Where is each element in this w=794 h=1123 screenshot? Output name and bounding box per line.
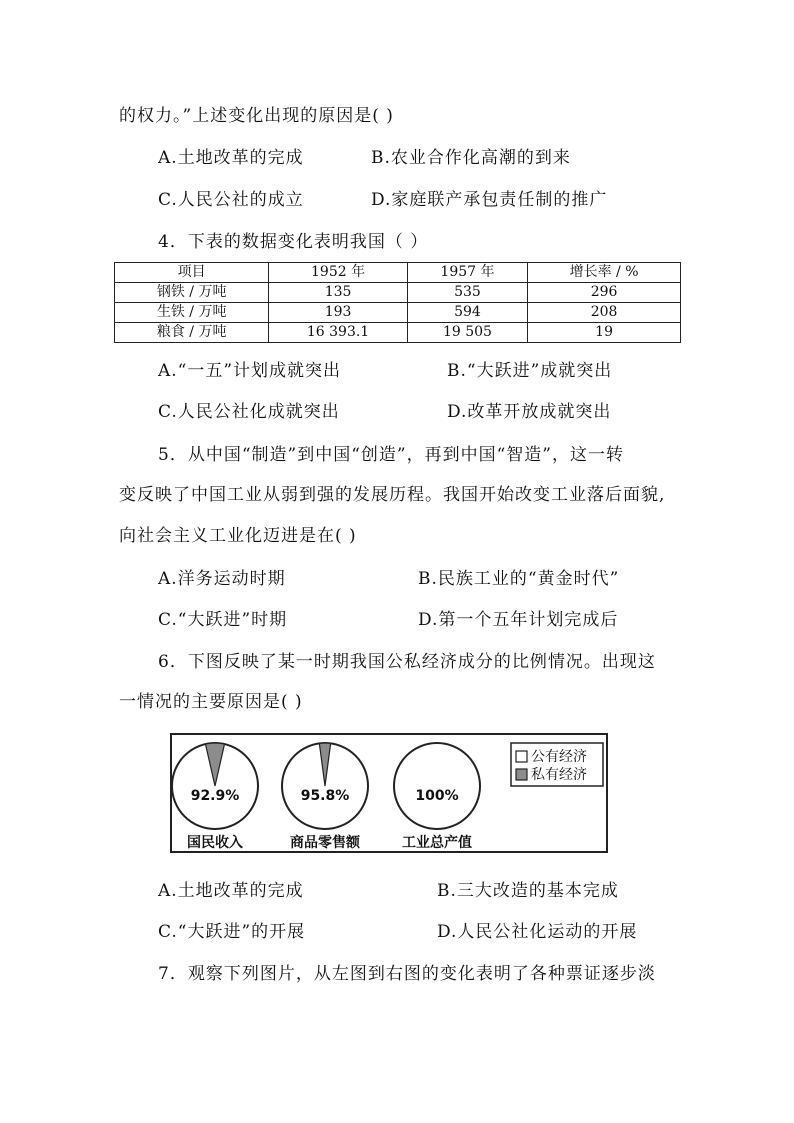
question-4-stem: 4．下表的数据变化表明我国（ ） [158, 232, 429, 252]
table-header-cell: 项目 [115, 263, 269, 283]
question-6-line-2: 一情况的主要原因是( ) [119, 692, 303, 712]
pie-2-value-label: 95.8% [300, 788, 350, 804]
q6-option-d[interactable]: D.人民公社化运动的开展 [437, 922, 638, 942]
table-cell: 193 [269, 303, 407, 323]
legend-swatch-private [516, 769, 527, 780]
pie-3-value-label: 100% [415, 788, 459, 804]
pie-1-category-label: 国民收入 [187, 835, 243, 851]
pie-3-category-label: 工业总产值 [402, 835, 472, 851]
table-header-cell: 增长率 / % [528, 263, 681, 283]
q5-option-d[interactable]: D.第一个五年计划完成后 [418, 610, 619, 630]
q4-option-d[interactable]: D.改革开放成就突出 [447, 402, 612, 422]
table-header-row [115, 263, 681, 283]
table-header-cell: 1952 年 [269, 263, 407, 283]
q6-option-c[interactable]: C.“大跃进”的开展 [158, 922, 306, 942]
q4-option-c[interactable]: C.人民公社化成就突出 [158, 402, 340, 422]
table-row [115, 283, 681, 303]
table-cell: 钢铁 / 万吨 [115, 283, 269, 303]
q6-option-a[interactable]: A.土地改革的完成 [158, 881, 304, 901]
table-row [115, 303, 681, 323]
legend-label-public: 公有经济 [531, 749, 587, 765]
q4-option-a[interactable]: A.“一五”计划成就突出 [158, 361, 342, 381]
q5-option-a[interactable]: A.洋务运动时期 [158, 569, 286, 589]
question-5-line-3: 向社会主义工业化迈进是在( ) [119, 526, 357, 546]
q4-option-b[interactable]: B.“大跃进”成就突出 [447, 361, 613, 381]
table-cell: 粮食 / 万吨 [115, 323, 269, 343]
pie-2-category-label: 商品零售额 [290, 835, 360, 851]
q3-option-c[interactable]: C.人民公社的成立 [158, 190, 304, 210]
table-cell: 594 [407, 303, 527, 323]
question-5-line-2: 变反映了中国工业从弱到强的发展历程。我国开始改变工业落后面貌, [119, 485, 666, 505]
pie-1-value-label: 92.9% [190, 788, 240, 804]
q3-option-d[interactable]: D.家庭联产承包责任制的推广 [371, 190, 608, 210]
table-cell: 19 [528, 323, 681, 343]
question-3-stem-end: 的权力。”上述变化出现的原因是( ) [119, 106, 394, 126]
q5-option-b[interactable]: B.民族工业的“黄金时代” [418, 569, 620, 589]
question-5-line-1: 5．从中国“制造”到中国“创造”，再到中国“智造”，这一转 [158, 445, 624, 465]
q3-option-b[interactable]: B.农业合作化高潮的到来 [371, 148, 571, 168]
table-cell: 135 [269, 283, 407, 303]
legend-label-private: 私有经济 [531, 767, 587, 783]
table-cell: 16 393.1 [269, 323, 407, 343]
table-cell: 535 [407, 283, 527, 303]
table-row [115, 323, 681, 343]
q5-option-c[interactable]: C.“大跃进”时期 [158, 610, 288, 630]
table-cell: 296 [528, 283, 681, 303]
table-cell: 19 505 [407, 323, 527, 343]
pie-chart-figure [170, 733, 608, 853]
question-6-line-1: 6．下图反映了某一时期我国公私经济成分的比例情况。出现这 [158, 652, 656, 672]
q6-option-b[interactable]: B.三大改造的基本完成 [437, 881, 619, 901]
data-table [114, 262, 681, 343]
table-cell: 生铁 / 万吨 [115, 303, 269, 323]
q3-option-a[interactable]: A.土地改革的完成 [158, 148, 304, 168]
table-cell: 208 [528, 303, 681, 323]
pie-3-public-slice [394, 743, 480, 829]
table-header-cell: 1957 年 [407, 263, 527, 283]
question-7-line-1: 7．观察下列图片，从左图到右图的变化表明了各种票证逐步淡 [158, 964, 656, 984]
legend-swatch-public [516, 751, 527, 762]
